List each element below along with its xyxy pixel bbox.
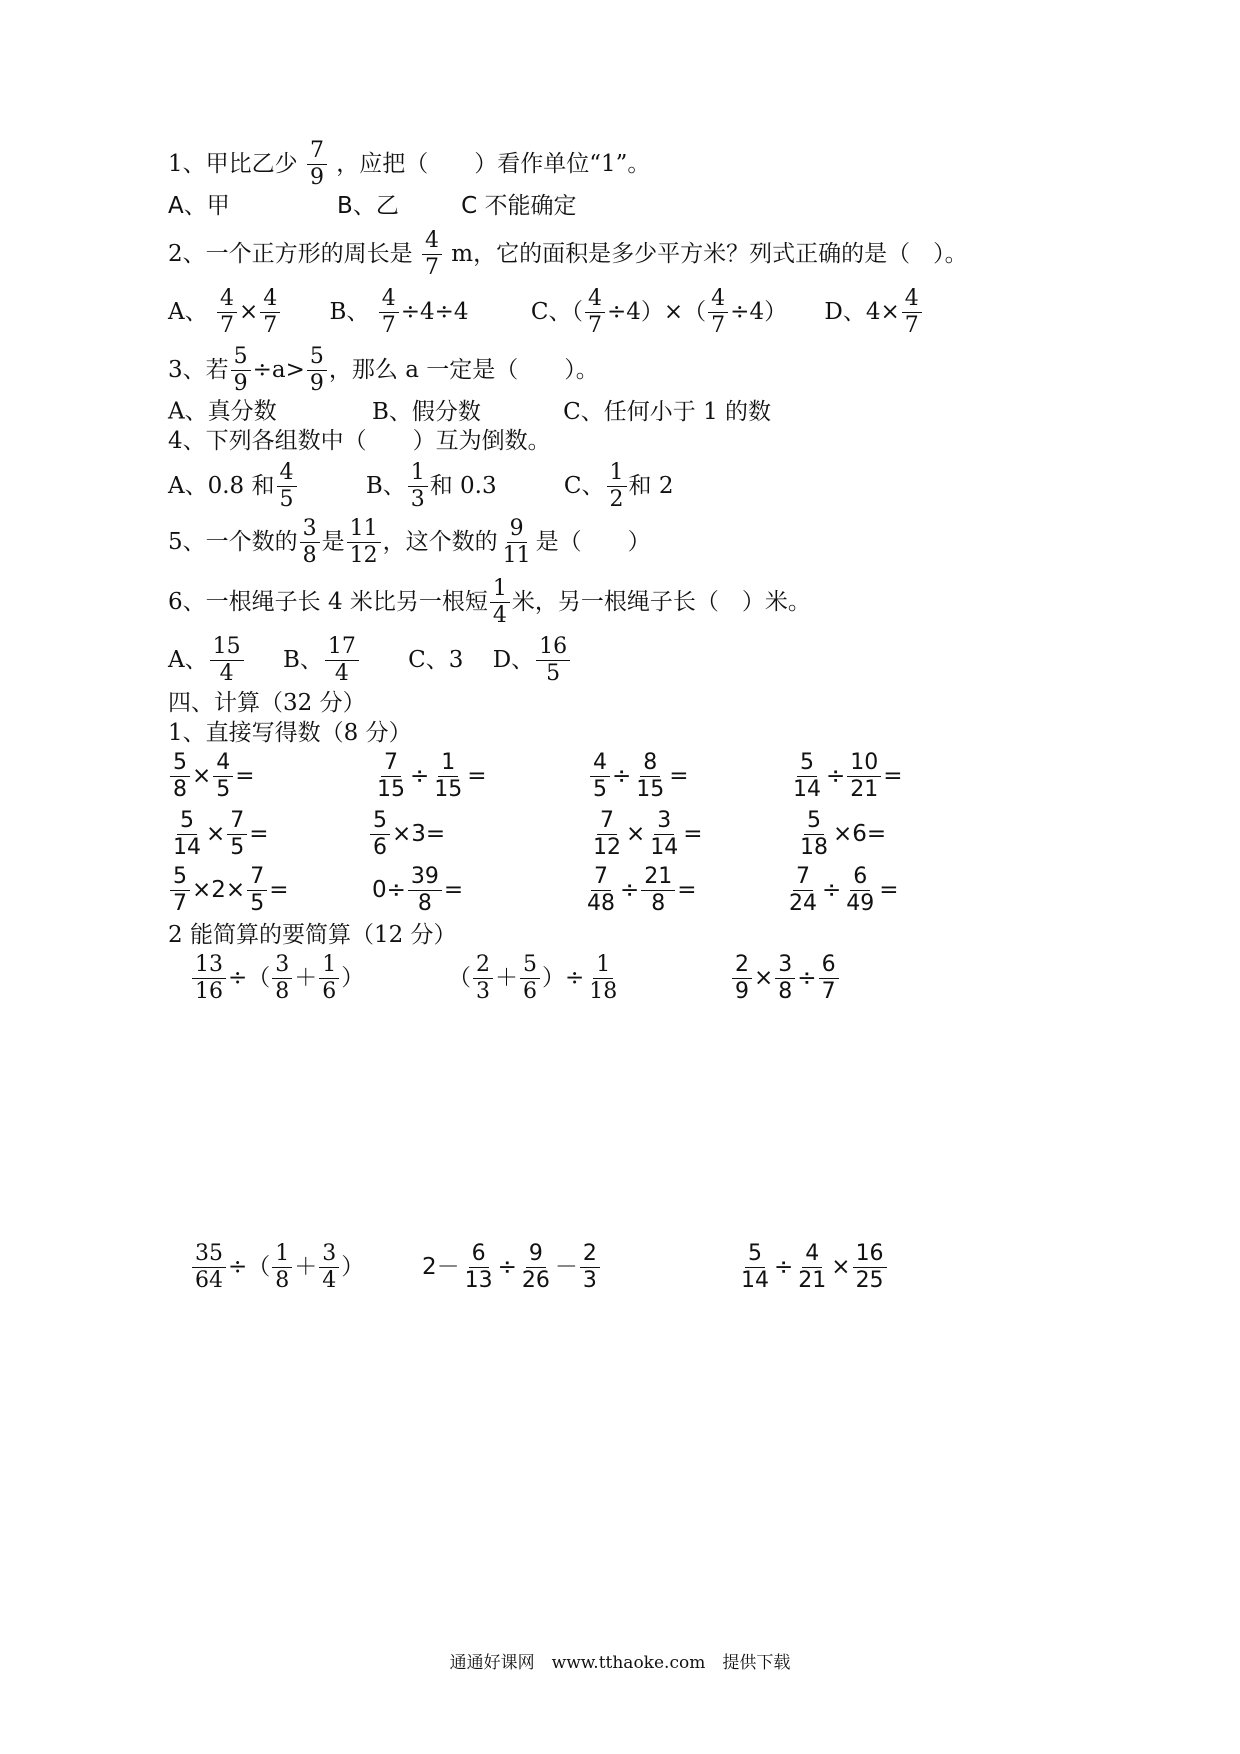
numerator: 5 — [307, 346, 327, 371]
denominator: 15 — [434, 777, 463, 802]
denominator: 6 — [373, 835, 387, 860]
denominator: 7 — [263, 313, 278, 338]
q6-option-d: D、 — [492, 647, 535, 673]
fraction — [319, 1243, 339, 1292]
denominator: 25 — [855, 1268, 884, 1293]
numerator: 4 — [213, 752, 233, 777]
denominator: 7 — [424, 255, 439, 280]
denominator: 12 — [593, 835, 621, 860]
fraction — [580, 1243, 600, 1292]
numerator: 5 — [520, 954, 540, 979]
numerator: 7 — [591, 866, 611, 891]
denominator: 7 — [711, 313, 726, 338]
calc-r2c1 — [168, 810, 269, 859]
q4-line: 4、下列各组数中（ ）互为倒数。 — [168, 428, 551, 454]
q2-text: 2、一个正方形的周长是 — [168, 241, 413, 267]
denominator: 14 — [173, 835, 201, 860]
paren: （ — [448, 965, 471, 991]
numerator: 1 — [319, 954, 339, 979]
denominator: 14 — [650, 835, 679, 860]
numerator: 1 — [593, 954, 613, 979]
q1-options — [168, 195, 577, 218]
operator: × — [238, 299, 259, 325]
q3-text-end: ，那么 a 一定是（ ）。 — [328, 357, 599, 383]
fraction — [170, 752, 190, 801]
denominator: 5 — [546, 661, 561, 686]
denominator: 4 — [334, 661, 349, 686]
operator: ＋ — [495, 965, 518, 991]
operator: ＋ — [294, 965, 318, 991]
fraction — [536, 636, 570, 685]
fraction — [231, 346, 251, 395]
fraction — [585, 288, 605, 337]
denominator: 6 — [322, 979, 337, 1004]
fraction — [843, 866, 877, 915]
fraction — [590, 810, 624, 859]
q6-text-end: 米，另一根绳子长（ ）米。 — [511, 589, 811, 615]
fraction — [795, 1243, 829, 1292]
denominator: 5 — [593, 777, 607, 802]
denominator: 8 — [651, 891, 666, 916]
subsection-heading: 1、直接写得数（8 分） — [168, 720, 412, 746]
q1-line — [168, 140, 650, 189]
operator: = — [879, 877, 899, 903]
simplify-1 — [190, 954, 364, 1003]
numerator: 1 — [438, 752, 458, 777]
fraction — [462, 1243, 496, 1292]
denominator: 8 — [302, 543, 317, 568]
q1-option-c: C 不能确定 — [461, 193, 577, 219]
numerator: 3 — [654, 810, 674, 835]
fraction — [633, 752, 667, 801]
paren: ） — [341, 965, 365, 991]
operator: = — [883, 763, 903, 789]
numerator: 5 — [170, 866, 190, 891]
q5-text: ，这个数的 — [382, 529, 498, 555]
calc-r1c2 — [372, 752, 487, 801]
fraction — [732, 954, 752, 1003]
numerator: 4 — [217, 288, 237, 313]
numerator: 1 — [607, 462, 627, 487]
q1-option-a: A、甲 — [168, 193, 230, 219]
q2-option-b: B、 — [329, 299, 370, 325]
numerator: 21 — [641, 866, 675, 891]
operator: ÷ — [826, 763, 846, 789]
numerator: 7 — [227, 810, 247, 835]
denominator: 8 — [275, 979, 290, 1004]
calc-r2c3 — [588, 810, 703, 859]
denominator: 7 — [904, 313, 919, 338]
operator: ÷ — [774, 1254, 794, 1280]
fraction — [325, 636, 359, 685]
numerator: 4 — [802, 1243, 822, 1268]
section-heading: 四、计算（32 分） — [168, 690, 366, 716]
numerator: 3 — [272, 954, 292, 979]
fraction — [473, 954, 493, 1003]
denominator: 14 — [741, 1268, 769, 1293]
operator: = — [249, 821, 269, 847]
q5-text-end: 是（ ） — [535, 529, 651, 555]
denominator: 9 — [309, 371, 324, 396]
numerator: 1 — [490, 578, 510, 603]
operator: ÷ — [410, 763, 430, 789]
operator: = — [677, 877, 697, 903]
fraction — [210, 636, 244, 685]
numerator: 8 — [640, 752, 660, 777]
fraction — [300, 518, 320, 567]
q2-text-end: m，它的面积是多少平方米？列式正确的是（ ）。 — [451, 241, 968, 267]
denominator: 8 — [173, 777, 187, 802]
operator: × — [206, 821, 226, 847]
numerator: 1 — [272, 1243, 292, 1268]
numerator: 3 — [319, 1243, 339, 1268]
fraction — [847, 752, 881, 801]
numerator: 4 — [590, 752, 610, 777]
fraction — [819, 954, 839, 1003]
paren: ） — [542, 965, 565, 991]
q4-option-b-text: 和 0.3 — [429, 473, 497, 499]
fraction — [775, 954, 795, 1003]
denominator: 8 — [778, 979, 793, 1004]
numerator: 5 — [797, 752, 817, 777]
numerator: 6 — [850, 866, 870, 891]
numerator: 5 — [170, 752, 190, 777]
fraction — [786, 866, 820, 915]
operator: ÷ — [497, 1254, 517, 1280]
numerator: 13 — [192, 954, 226, 979]
denominator: 3 — [476, 979, 490, 1004]
q2-option-c: C、（ — [530, 299, 583, 325]
calc-r1c3 — [588, 752, 689, 801]
numerator: 1 — [408, 462, 428, 487]
fraction — [797, 810, 831, 859]
denominator: 14 — [793, 777, 821, 802]
calc-r2c4 — [795, 810, 886, 859]
paren: ） — [341, 1254, 365, 1280]
fraction — [490, 578, 510, 627]
numerator: 5 — [177, 810, 197, 835]
operator: ÷ — [228, 1254, 248, 1280]
numerator: 9 — [507, 518, 527, 543]
q4-option-c: C、 — [563, 473, 605, 499]
numerator: 4 — [379, 288, 399, 313]
q3-text: 3、若 — [168, 357, 229, 383]
fraction — [408, 462, 428, 511]
denominator: 8 — [275, 1268, 290, 1293]
simplify-3 — [730, 954, 841, 1003]
numerator: 4 — [902, 288, 922, 313]
numerator: 35 — [192, 1243, 226, 1268]
numerator: 4 — [585, 288, 605, 313]
denominator: 18 — [800, 835, 828, 860]
operator: × — [192, 763, 212, 789]
numerator: 15 — [210, 636, 244, 661]
numerator: 17 — [325, 636, 359, 661]
denominator: 26 — [521, 1268, 550, 1293]
denominator: 15 — [636, 777, 665, 802]
fraction — [500, 518, 534, 567]
fraction — [374, 752, 408, 801]
denominator: 21 — [850, 777, 879, 802]
q4-options — [168, 462, 673, 511]
fraction — [790, 752, 824, 801]
fraction — [307, 346, 327, 395]
operator: ÷ — [822, 877, 842, 903]
fraction — [272, 954, 292, 1003]
operator: ÷4） — [730, 299, 788, 325]
denominator: 4 — [219, 661, 234, 686]
denominator: 18 — [589, 979, 618, 1004]
denominator: 4 — [322, 1268, 337, 1293]
fraction — [586, 954, 620, 1003]
numerator: 5 — [804, 810, 824, 835]
q6-text: 6、一根绳子长 4 米比另一根短 — [168, 589, 488, 615]
numerator: 7 — [307, 140, 327, 165]
q3-option-a: A、真分数 — [168, 398, 277, 425]
fraction — [170, 810, 204, 859]
denominator: 24 — [789, 891, 817, 916]
numerator: 5 — [745, 1243, 765, 1268]
denominator: 7 — [173, 891, 187, 916]
q5-text: 是 — [321, 529, 345, 555]
calc-r3c1 — [168, 866, 288, 915]
fraction — [853, 1243, 887, 1292]
q2-option-d: D、4× — [824, 299, 900, 325]
denominator: 7 — [587, 313, 602, 338]
denominator: 9 — [233, 371, 248, 396]
paren: （ — [247, 965, 271, 991]
denominator: 49 — [846, 891, 875, 916]
fraction — [738, 1243, 772, 1292]
numerator: 6 — [819, 954, 839, 979]
operator: ÷4÷4 — [400, 299, 469, 325]
q4-option-c-text: 和 2 — [628, 473, 674, 499]
numerator: 16 — [853, 1243, 887, 1268]
fraction — [590, 752, 610, 801]
numerator: 2 — [580, 1243, 600, 1268]
operator: ÷a> — [252, 357, 305, 383]
operator: ＋ — [294, 1254, 318, 1280]
q5-line — [168, 518, 651, 567]
numerator: 39 — [408, 866, 442, 891]
denominator: 21 — [798, 1268, 827, 1293]
subsection-heading: 2 能简算的要简算（12 分） — [168, 922, 457, 948]
numerator: 16 — [536, 636, 570, 661]
operator: ×6= — [833, 821, 887, 847]
numerator: 6 — [469, 1243, 489, 1268]
fraction — [277, 462, 297, 511]
numerator: 7 — [381, 752, 401, 777]
numerator: 4 — [422, 230, 442, 255]
fraction — [519, 1243, 553, 1292]
denominator: 7 — [219, 313, 234, 338]
q3-option-c: C、任何小于 1 的数 — [563, 398, 772, 425]
footer-source: 通通好课网 www.tthaoke.com 提供下载 — [449, 1653, 791, 1673]
operator: × — [626, 821, 646, 847]
fraction — [192, 1243, 226, 1292]
q6-option-c: C、3 — [408, 647, 464, 673]
fraction — [647, 810, 681, 859]
denominator: 16 — [195, 979, 223, 1004]
denominator: 4 — [492, 603, 507, 628]
fraction — [247, 866, 267, 915]
operator: = — [443, 877, 464, 903]
q1-text-end: ，应把（ ）看作单位“1”。 — [336, 151, 651, 177]
calc-r1c1 — [168, 752, 255, 801]
numerator: 2 — [473, 954, 493, 979]
q1-text: 1、甲比乙少 — [168, 151, 298, 177]
calc-r2c2 — [368, 810, 445, 859]
q2-option-a: A、 — [168, 299, 208, 325]
fraction — [192, 954, 226, 1003]
numerator: 5 — [370, 810, 390, 835]
numerator: 4 — [260, 288, 280, 313]
fraction — [272, 1243, 292, 1292]
numerator: 7 — [793, 866, 813, 891]
numerator: 2 — [732, 954, 752, 979]
q2-options — [168, 288, 924, 337]
numerator: 3 — [300, 518, 320, 543]
operator: = — [669, 763, 689, 789]
fraction — [379, 288, 399, 337]
q6-line — [168, 578, 811, 627]
simplify-5 — [422, 1243, 602, 1292]
q6-option-b: B、 — [282, 647, 323, 673]
denominator: 3 — [582, 1268, 597, 1293]
numerator: 5 — [231, 346, 251, 371]
numerator: 4 — [708, 288, 728, 313]
q3-line — [168, 346, 599, 395]
paren: （ — [247, 1254, 271, 1280]
fraction — [170, 866, 190, 915]
fraction — [708, 288, 728, 337]
operator: × — [754, 965, 774, 991]
denominator: 7 — [821, 979, 836, 1004]
numerator: 9 — [526, 1243, 546, 1268]
numerator: 7 — [597, 810, 617, 835]
fraction — [607, 462, 627, 511]
q4-option-b: B、 — [365, 473, 406, 499]
fraction — [584, 866, 618, 915]
denominator: 2 — [609, 487, 624, 512]
q6-option-a: A、 — [168, 647, 208, 673]
denominator: 64 — [195, 1268, 223, 1293]
operator: ÷ — [565, 965, 585, 991]
fraction — [408, 866, 442, 915]
numerator: 10 — [847, 752, 881, 777]
fraction — [347, 518, 381, 567]
operator: ÷ — [620, 877, 640, 903]
denominator: 9 — [309, 165, 324, 190]
operator: × — [831, 1254, 851, 1280]
q4-option-a: A、0.8 和 — [168, 473, 275, 499]
fraction — [641, 866, 675, 915]
operator: = — [235, 763, 255, 789]
fraction — [422, 230, 442, 279]
q2-line — [168, 230, 968, 279]
operator: － — [554, 1254, 578, 1280]
operator: 0÷ — [372, 877, 406, 903]
numerator: 3 — [775, 954, 795, 979]
denominator: 5 — [230, 835, 245, 860]
fraction — [902, 288, 922, 337]
calc-r1c4 — [788, 752, 903, 801]
denominator: 48 — [587, 891, 615, 916]
q3-options — [168, 400, 771, 424]
q1-option-b: B、乙 — [337, 193, 399, 219]
denominator: 8 — [417, 891, 432, 916]
denominator: 5 — [279, 487, 294, 512]
operator: ÷ — [797, 965, 817, 991]
simplify-6 — [736, 1243, 889, 1292]
q5-text: 5、一个数的 — [168, 529, 298, 555]
fraction — [213, 752, 233, 801]
denominator: 5 — [250, 891, 265, 916]
denominator: 5 — [216, 777, 231, 802]
denominator: 3 — [410, 487, 425, 512]
numerator: 4 — [277, 462, 297, 487]
denominator: 12 — [349, 543, 378, 568]
denominator: 11 — [502, 543, 531, 568]
calc-r3c4 — [784, 866, 899, 915]
operator: ÷4）×（ — [606, 299, 707, 325]
operator: 2－ — [422, 1254, 460, 1280]
operator: = — [683, 821, 703, 847]
fraction — [307, 140, 327, 189]
operator: = — [269, 877, 289, 903]
numerator: 11 — [347, 518, 381, 543]
calc-r3c3 — [582, 866, 697, 915]
fraction — [260, 288, 280, 337]
operator: ÷ — [612, 763, 632, 789]
q6-options — [168, 636, 572, 685]
fraction — [319, 954, 339, 1003]
denominator: 6 — [523, 979, 537, 1004]
simplify-4 — [190, 1243, 364, 1292]
denominator: 15 — [377, 777, 405, 802]
denominator: 9 — [735, 979, 749, 1004]
operator: ÷ — [228, 965, 248, 991]
fraction — [217, 288, 237, 337]
fraction — [431, 752, 465, 801]
operator: ×3= — [392, 821, 446, 847]
simplify-2 — [448, 954, 622, 1003]
denominator: 13 — [464, 1268, 493, 1293]
numerator: 7 — [247, 866, 267, 891]
fraction — [227, 810, 247, 859]
fraction — [520, 954, 540, 1003]
calc-r3c2 — [372, 866, 463, 915]
fraction — [370, 810, 390, 859]
operator: = — [467, 763, 487, 789]
operator: ×2× — [192, 877, 246, 903]
denominator: 7 — [381, 313, 396, 338]
q3-option-b: B、假分数 — [371, 398, 481, 425]
